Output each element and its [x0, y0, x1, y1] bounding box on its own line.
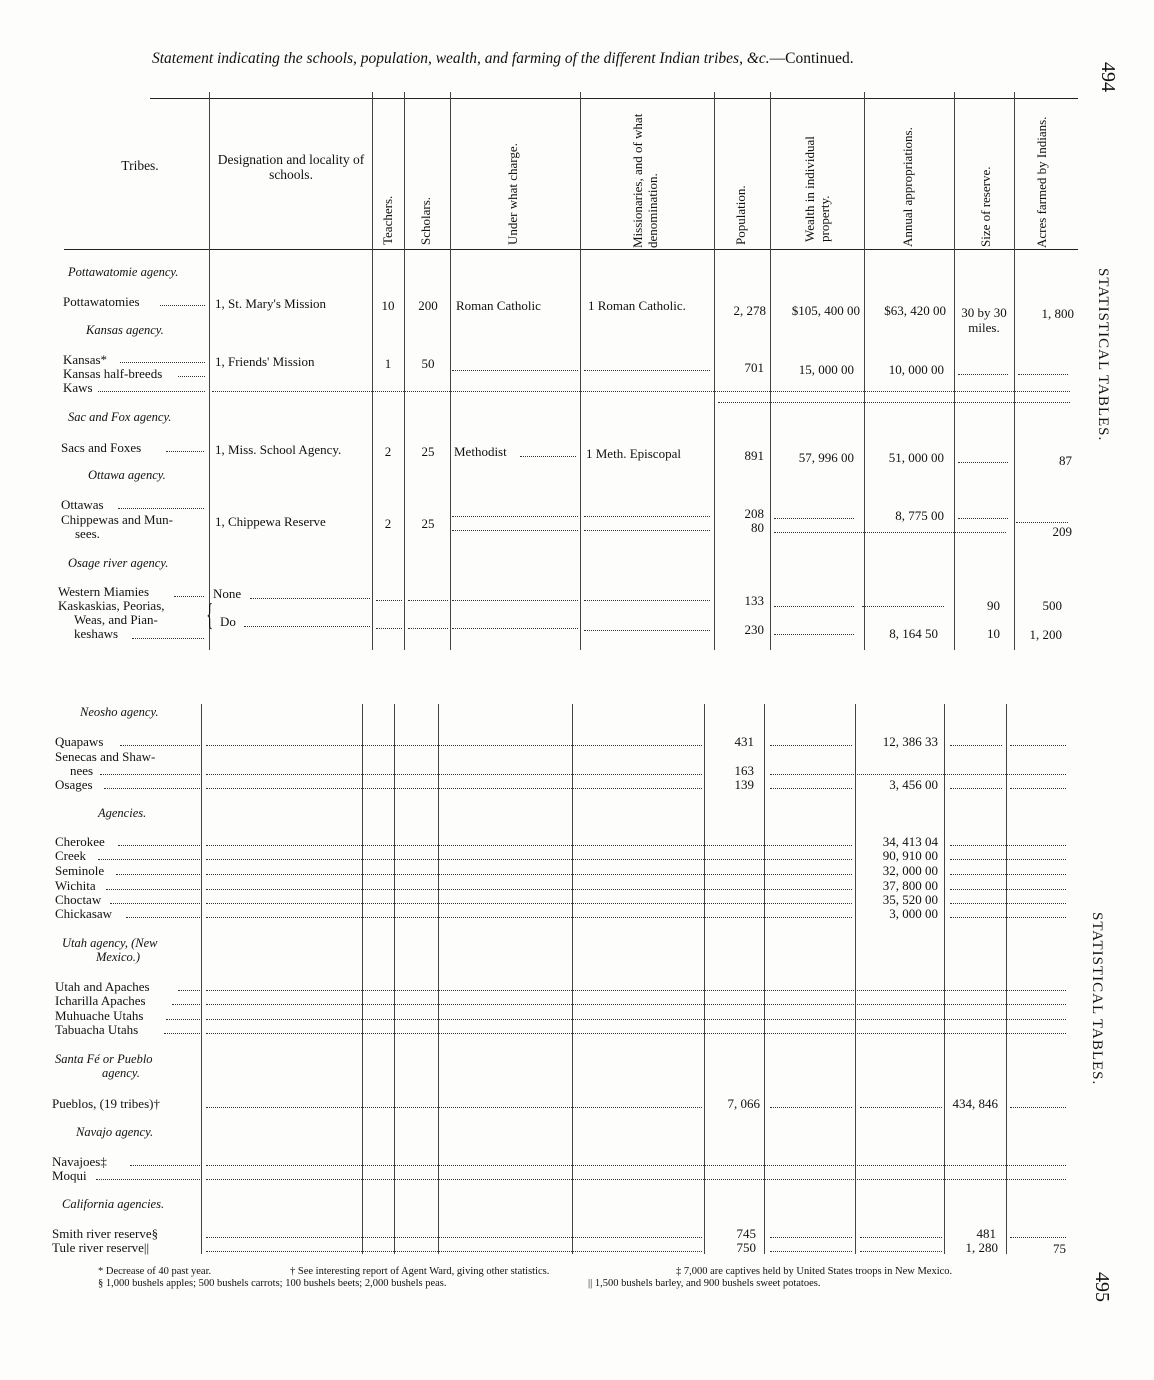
- wealth-cell: 57, 996 00: [798, 450, 854, 465]
- leader-dots: [452, 516, 578, 517]
- col-divider: [1014, 92, 1015, 650]
- leader-dots: [1018, 374, 1068, 375]
- agency-heading: Sac and Fox agency.: [68, 410, 172, 424]
- col-divider: [372, 92, 373, 650]
- reserve-cell: miles.: [968, 320, 1000, 335]
- agency-heading: Santa Fé or Pueblo: [55, 1052, 153, 1066]
- population-cell: 80: [751, 520, 764, 535]
- footnote: * Decrease of 40 past year.: [98, 1266, 212, 1277]
- school-cell: 1, St. Mary's Mission: [215, 296, 327, 311]
- leader-dots: [584, 530, 710, 531]
- col-divider: [770, 92, 771, 650]
- reserve-cell: 90: [987, 598, 1000, 613]
- leader-dots: [206, 859, 852, 860]
- leader-dots: [126, 917, 200, 918]
- footnote: ‡ 7,000 are captives held by United States troops in New Mexico.: [676, 1266, 953, 1277]
- leader-dots: [950, 845, 1066, 846]
- col-divider: [572, 704, 573, 1254]
- population-cell: 750: [736, 1240, 756, 1255]
- brace-icon: {: [206, 596, 214, 632]
- wealth-cell: $105, 400 00: [791, 303, 860, 318]
- school-cell: Do: [220, 614, 236, 629]
- appropriations-cell: 32, 000 00: [882, 863, 938, 878]
- leader-dots: [770, 1251, 852, 1252]
- tribe-name: sees.: [75, 526, 100, 541]
- appropriations-cell: 3, 456 00: [889, 777, 938, 792]
- leader-dots: [206, 903, 852, 904]
- appropriations-cell: 90, 910 00: [882, 848, 938, 863]
- leader-dots: [770, 788, 852, 789]
- leader-dots: [584, 370, 710, 371]
- tribe-name: Kaskaskias, Peorias,: [58, 598, 165, 613]
- header-missionaries: Missionaries, and of what denomination.: [630, 113, 660, 248]
- population-cell: 208: [744, 506, 764, 521]
- population-cell: 163: [734, 763, 754, 778]
- school-cell: 1, Miss. School Agency.: [215, 442, 342, 457]
- leader-dots: [206, 1179, 1066, 1180]
- footnote: || 1,500 bushels barley, and 900 bushels sweet potatoes.: [588, 1278, 821, 1289]
- appropriations-cell: 8, 775 00: [895, 508, 944, 523]
- population-cell: 891: [744, 448, 764, 463]
- leader-dots: [110, 903, 200, 904]
- agency-heading: Mexico.): [96, 950, 141, 964]
- tribe-name: Chickasaw: [55, 906, 113, 921]
- leader-dots: [172, 1004, 200, 1005]
- tribe-name: Smith river reserve§: [52, 1226, 159, 1241]
- acres-cell: 75: [1053, 1241, 1066, 1256]
- reserve-cell: 10: [987, 626, 1000, 641]
- tribe-name: Kaws: [63, 380, 93, 395]
- leader-dots: [376, 600, 402, 601]
- leader-dots: [244, 626, 370, 627]
- header-teachers: Teachers.: [380, 195, 395, 245]
- agency-heading: California agencies.: [62, 1197, 165, 1211]
- header-tribes: Tribes.: [121, 158, 159, 173]
- col-divider: [855, 704, 856, 1254]
- col-divider: [764, 704, 765, 1254]
- leader-dots: [206, 917, 852, 918]
- leader-dots: [1010, 745, 1066, 746]
- leader-dots: [206, 1107, 702, 1108]
- agency-heading: Osage river agency.: [68, 556, 169, 570]
- leader-dots: [98, 391, 205, 392]
- col-divider: [201, 704, 202, 1254]
- tribe-name: Kansas half-breeds: [63, 366, 163, 381]
- population-cell: 2, 278: [733, 303, 766, 318]
- leader-dots: [770, 1107, 852, 1108]
- leader-dots: [774, 634, 854, 635]
- school-cell: 1, Friends' Mission: [215, 354, 315, 369]
- header-scholars: Scholars.: [418, 196, 433, 245]
- page-number-top: 494: [1097, 62, 1119, 92]
- col-divider: [714, 92, 715, 650]
- leader-dots: [160, 305, 205, 306]
- header-top-rule: [150, 98, 1078, 99]
- col-divider: [438, 704, 439, 1254]
- leader-dots: [860, 1107, 942, 1108]
- leader-dots: [774, 532, 1006, 533]
- leader-dots: [206, 874, 852, 875]
- agency-heading: Pottawatomie agency.: [68, 265, 179, 279]
- teachers-cell: 1: [384, 356, 392, 371]
- col-divider: [580, 92, 581, 650]
- col-divider: [362, 704, 363, 1254]
- leader-dots: [408, 600, 448, 601]
- leader-dots: [130, 1165, 200, 1166]
- agency-heading: Ottawa agency.: [88, 468, 166, 482]
- agency-heading: Neosho agency.: [80, 705, 159, 719]
- leader-dots: [106, 889, 200, 890]
- leader-dots: [206, 845, 852, 846]
- leader-dots: [958, 518, 1008, 519]
- leader-dots: [770, 745, 852, 746]
- leader-dots: [718, 402, 1070, 403]
- acres-cell: 1, 200: [1029, 627, 1062, 642]
- leader-dots: [770, 1237, 852, 1238]
- leader-dots: [958, 462, 1008, 463]
- tribe-name: Weas, and Pian-: [74, 612, 158, 627]
- agency-heading: Utah agency, (New: [62, 936, 158, 950]
- acres-cell: 87: [1059, 453, 1072, 468]
- header-reserve: Size of reserve.: [978, 166, 993, 247]
- population-cell: 230: [744, 622, 764, 637]
- leader-dots: [206, 1033, 1066, 1034]
- leader-dots: [206, 990, 1066, 991]
- leader-dots: [950, 903, 1066, 904]
- missionaries-cell: 1 Meth. Episcopal: [586, 446, 681, 461]
- leader-dots: [174, 596, 204, 597]
- leader-dots: [774, 606, 854, 607]
- school-cell: 1, Chippewa Reserve: [215, 514, 326, 529]
- col-divider: [704, 704, 705, 1254]
- tribe-name: Western Miamies: [58, 584, 150, 599]
- tribe-name: Pueblos, (19 tribes)†: [52, 1096, 160, 1111]
- scholars-cell: 200: [418, 298, 438, 313]
- tribe-name: Kansas*: [63, 352, 108, 367]
- missionaries-cell: 1 Roman Catholic.: [588, 298, 686, 313]
- school-cell: None: [213, 586, 242, 601]
- leader-dots: [178, 376, 205, 377]
- leader-dots: [520, 456, 576, 457]
- col-divider: [450, 92, 451, 650]
- leader-dots: [774, 518, 854, 519]
- leader-dots: [100, 774, 200, 775]
- reserve-cell: 434, 846: [952, 1096, 998, 1111]
- acres-cell: 500: [1042, 598, 1062, 613]
- page-title: Statement indicating the schools, population, wealth, and farming of the different Indian tribes, &c.—Continued.: [152, 50, 854, 67]
- agency-heading: Agencies.: [98, 806, 147, 820]
- leader-dots: [950, 874, 1066, 875]
- appropriations-cell: 10, 000 00: [888, 362, 944, 377]
- leader-dots: [206, 745, 702, 746]
- col-divider: [1006, 704, 1007, 1254]
- agency-heading: agency.: [102, 1066, 140, 1080]
- leader-dots: [584, 516, 710, 517]
- leader-dots: [1010, 1107, 1066, 1108]
- col-divider: [864, 92, 865, 650]
- scholars-cell: 25: [421, 516, 435, 531]
- leader-dots: [950, 788, 1002, 789]
- tribe-name: Tabuacha Utahs: [55, 1022, 139, 1037]
- leader-dots: [118, 845, 200, 846]
- leader-dots: [206, 774, 702, 775]
- leader-dots: [118, 508, 204, 509]
- population-cell: 745: [736, 1226, 756, 1241]
- leader-dots: [1010, 788, 1066, 789]
- leader-dots: [1010, 1237, 1066, 1238]
- tribe-name: Muhuache Utahs: [55, 1008, 144, 1023]
- population-cell: 701: [744, 360, 764, 375]
- agency-heading: Kansas agency.: [86, 323, 164, 337]
- tribe-name: Choctaw: [55, 892, 102, 907]
- agency-heading: Navajo agency.: [76, 1125, 154, 1139]
- leader-dots: [178, 990, 200, 991]
- leader-dots: [376, 628, 402, 629]
- footnote: § 1,000 bushels apples; 500 bushels carrots; 100 bushels beets; 2,000 bushels peas.: [98, 1278, 447, 1289]
- tribe-name: Cherokee: [55, 834, 105, 849]
- leader-dots: [116, 874, 200, 875]
- appropriations-cell: 12, 386 33: [882, 734, 938, 749]
- col-divider: [944, 704, 945, 1254]
- leader-dots: [770, 774, 1066, 775]
- leader-dots: [862, 606, 944, 607]
- header-wealth: Wealth in individual property.: [802, 136, 832, 242]
- header-designation: Designation and locality of schools.: [217, 152, 365, 182]
- leader-dots: [250, 598, 370, 599]
- leader-dots: [584, 600, 710, 601]
- teachers-cell: 2: [384, 516, 392, 531]
- header-charge: Under what charge.: [505, 143, 520, 245]
- leader-dots: [860, 1237, 942, 1238]
- tribe-name: Creek: [55, 848, 87, 863]
- header-appropriations: Annual appropriations.: [900, 127, 915, 247]
- leader-dots: [120, 745, 200, 746]
- population-cell: 431: [734, 734, 754, 749]
- appropriations-cell: 37, 800 00: [882, 878, 938, 893]
- population-cell: 139: [734, 777, 754, 792]
- tribe-name: Navajoes‡: [52, 1154, 107, 1169]
- col-divider: [209, 92, 210, 650]
- leader-dots: [206, 1019, 1066, 1020]
- tribe-name: nees: [70, 763, 94, 778]
- leader-dots: [206, 1251, 702, 1252]
- reserve-cell: 30 by 30: [961, 305, 1007, 320]
- appropriations-cell: $63, 420 00: [884, 303, 946, 318]
- leader-dots: [452, 628, 578, 629]
- scholars-cell: 50: [421, 356, 435, 371]
- tribe-name: Osages: [55, 777, 93, 792]
- tribe-name: Senecas and Shaw-: [55, 749, 156, 764]
- footnote: † See interesting report of Agent Ward, giving other statistics.: [290, 1266, 550, 1277]
- reserve-cell: 1, 280: [965, 1240, 998, 1255]
- population-cell: 7, 066: [727, 1096, 760, 1111]
- leader-dots: [950, 745, 1002, 746]
- col-divider: [394, 704, 395, 1254]
- charge-cell: Methodist: [454, 444, 507, 459]
- appropriations-cell: 34, 413 04: [882, 834, 938, 849]
- leader-dots: [206, 889, 852, 890]
- appropriations-cell: 3, 000 00: [889, 906, 938, 921]
- leader-dots: [166, 451, 204, 452]
- leader-dots: [206, 1237, 702, 1238]
- appropriations-cell: 8, 164 50: [889, 626, 938, 641]
- leader-dots: [584, 630, 710, 631]
- leader-dots: [408, 628, 448, 629]
- appropriations-cell: 51, 000 00: [888, 450, 944, 465]
- tribe-name: Utah and Apaches: [55, 979, 150, 994]
- leader-dots: [120, 362, 205, 363]
- tribe-name: Quapaws: [55, 734, 104, 749]
- leader-dots: [1016, 522, 1068, 523]
- tribe-name: Pottawatomies: [63, 294, 140, 309]
- leader-dots: [206, 1165, 1066, 1166]
- col-divider: [404, 92, 405, 650]
- leader-dots: [206, 1004, 1066, 1005]
- side-label-upper: STATISTICAL TABLES.: [1095, 268, 1111, 442]
- leader-dots: [98, 859, 200, 860]
- appropriations-cell: 35, 520 00: [882, 892, 938, 907]
- leader-dots: [132, 638, 204, 639]
- leader-dots: [104, 788, 200, 789]
- teachers-cell: 10: [381, 298, 395, 313]
- tribe-name: Seminole: [55, 863, 105, 878]
- header-population: Population.: [733, 185, 748, 245]
- leader-dots: [96, 1179, 200, 1180]
- tribe-name: Chippewas and Mun-: [61, 512, 173, 527]
- tribe-name: Moqui: [52, 1168, 87, 1183]
- page-number-bottom: 495: [1091, 1272, 1113, 1302]
- header-acres: Acres farmed by Indians.: [1034, 116, 1049, 248]
- tribe-name: Wichita: [55, 878, 96, 893]
- tribe-name: Ottawas: [61, 497, 104, 512]
- leader-dots: [166, 1019, 200, 1020]
- side-label-lower: STATISTICAL TABLES.: [1089, 912, 1105, 1086]
- leader-dots: [164, 1033, 200, 1034]
- leader-dots: [452, 370, 578, 371]
- leader-dots: [452, 530, 578, 531]
- tribe-name: Tule river reserve||: [52, 1240, 150, 1255]
- leader-dots: [212, 391, 1070, 392]
- charge-cell: Roman Catholic: [456, 298, 541, 313]
- population-cell: 133: [744, 593, 764, 608]
- leader-dots: [452, 600, 578, 601]
- tribe-name: Icharilla Apaches: [55, 993, 146, 1008]
- tribe-name: Sacs and Foxes: [61, 440, 142, 455]
- reserve-cell: 481: [976, 1226, 996, 1241]
- acres-cell: 209: [1052, 524, 1072, 539]
- leader-dots: [950, 889, 1066, 890]
- scholars-cell: 25: [421, 444, 435, 459]
- teachers-cell: 2: [384, 444, 392, 459]
- col-divider: [954, 92, 955, 650]
- leader-dots: [206, 788, 702, 789]
- leader-dots: [950, 859, 1066, 860]
- tribe-name: keshaws: [74, 626, 119, 641]
- leader-dots: [950, 917, 1066, 918]
- wealth-cell: 15, 000 00: [798, 362, 854, 377]
- header-bottom-rule: [64, 249, 1078, 250]
- acres-cell: 1, 800: [1041, 306, 1074, 321]
- leader-dots: [860, 1251, 942, 1252]
- leader-dots: [958, 374, 1008, 375]
